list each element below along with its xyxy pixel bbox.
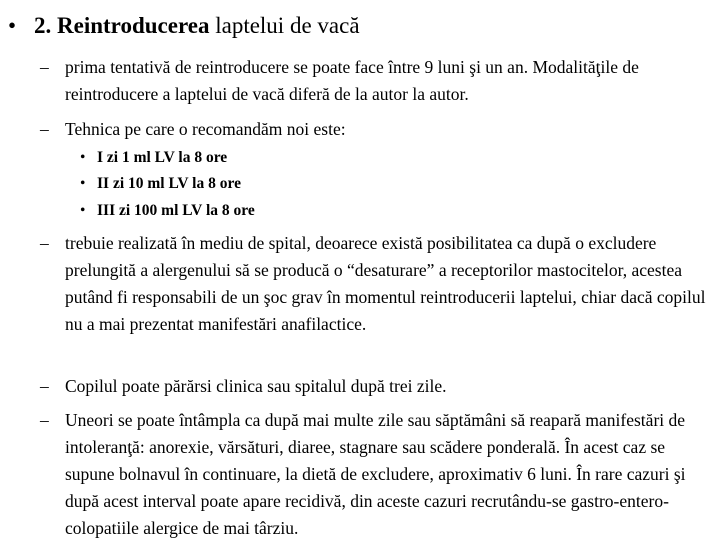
sub-bullet: • — [80, 149, 86, 166]
sub-list-item — [80, 171, 241, 197]
sub-list-item — [80, 198, 255, 224]
list-item-text: prima tentativă de reintroducere se poate face între 9 luni şi un an. Modalităţile de reintroducere a laptelui de vacă diferă de la autor la autor. — [65, 57, 639, 104]
heading-rest: laptelui de vacă — [209, 13, 360, 38]
list-item — [40, 230, 716, 338]
dash-bullet: – — [40, 57, 49, 77]
sub-bullet: • — [80, 175, 86, 192]
heading-bullet: • — [8, 13, 17, 38]
list-item — [40, 373, 716, 400]
heading-number: 2. Reintroducerea — [34, 13, 210, 38]
dash-bullet: – — [40, 119, 49, 139]
dash-bullet: – — [40, 376, 49, 396]
sub-list-item-text: I zi 1 ml LV la 8 ore — [97, 149, 228, 166]
slide-heading — [8, 12, 360, 40]
sub-list-item — [80, 145, 227, 171]
list-item-text: Tehnica pe care o recomandăm noi este: — [65, 119, 346, 139]
list-item — [40, 116, 716, 143]
list-item — [40, 407, 716, 542]
list-item-text: Uneori se poate întâmpla ca după mai multe zile sau săptămâni să reapară manifestări de intoleranţă: anorexie, vărsături, diaree, stagnare sau scădere ponderală. În acest caz se supune bolnavul în continuare, la dietă de excludere, aproximativ 6 luni. În rare cazuri şi după acest interval poate apare recidivă, din aceste cazuri recrutându-se gastro-entero-colopatiile alergice de mai târziu. — [65, 410, 686, 538]
sub-bullet: • — [80, 202, 86, 219]
list-item-text: trebuie realizată în mediu de spital, deoarece există posibilitatea ca după o excludere prelungită a alergenului să se producă o “desaturare” a receptorilor mastocitelor, acestea putând fi responsabili de un şoc grav în momentul reintroducerii laptelui, chiar dacă copilul nu a mai prezentat manifestări anafilactice. — [65, 233, 706, 334]
dash-bullet: – — [40, 233, 49, 253]
list-item — [40, 54, 716, 108]
list-item-text: Copilul poate părărsi clinica sau spitalul după trei zile. — [65, 376, 447, 396]
sub-list-item-text: II zi 10 ml LV la 8 ore — [97, 175, 241, 192]
dash-bullet: – — [40, 410, 49, 430]
sub-list-item-text: III zi 100 ml LV la 8 ore — [97, 202, 255, 219]
